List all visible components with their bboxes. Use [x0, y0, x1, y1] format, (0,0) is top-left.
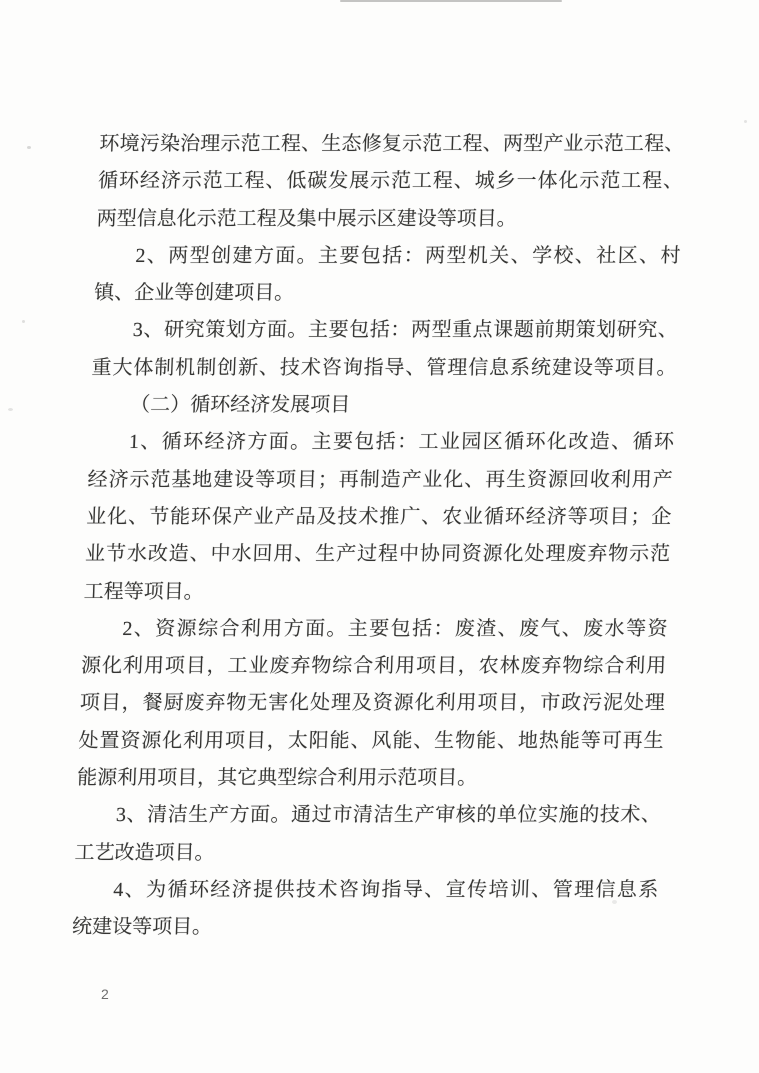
text-line: 两型信息化示范工程及集中展示区建设等项目。 — [96, 207, 518, 230]
text-line: 业化、节能环保产业产品及技术推广、农业循环经济等项目；企 — [85, 505, 672, 528]
text-line: 1、循环经济方面。主要包括：工业园区循环化改造、循环 — [128, 431, 675, 454]
text-line: 重大体制机制创新、技术咨询指导、管理信息系统建设等项目。 — [91, 356, 677, 379]
scan-artifact — [8, 408, 13, 411]
text-line: 2、资源综合利用方面。主要包括：废渣、废气、废水等资 — [122, 617, 668, 640]
text-line: 工艺改造项目。 — [74, 841, 216, 864]
text-line: 镇、企业等创建项目。 — [93, 282, 295, 305]
scan-artifact — [744, 120, 747, 123]
text-line: 项目，餐厨废弃物无害化处理及资源化利用项目，市政污泥处理 — [79, 692, 666, 715]
text-line: 经济示范基地建设等项目；再制造产业化、再生资源回收利用产 — [87, 468, 674, 491]
text-line: 3、清洁生产方面。通过市清洁生产审核的单位实施的技术、 — [115, 804, 662, 827]
text-line: 4、为循环经济提供技术咨询指导、宣传培训、管理信息系 — [112, 878, 659, 901]
text-line: 能源利用项目，其它典型综合利用示范项目。 — [76, 767, 478, 790]
text-line: 环境污染治理示范工程、生态修复示范工程、两型产业示范工程、 — [98, 133, 685, 155]
text-line: 业节水改造、中水回用、生产过程中协同资源化处理废弃物示范 — [84, 543, 671, 566]
document-body-text — [71, 126, 685, 947]
text-line: 统建设等项目。 — [71, 916, 213, 939]
text-line: 2、两型创建方面。主要包括：两型机关、学校、社区、村 — [135, 244, 681, 267]
text-line: 3、研究策划方面。主要包括：两型重点课题前期策划研究、 — [132, 319, 679, 342]
text-line: 循环经济示范工程、低碳发展示范工程、城乡一体化示范工程、 — [97, 170, 684, 193]
page-number: 2 — [101, 986, 109, 1002]
text-line: 源化利用项目，工业废弃物综合利用项目，农林废弃物综合利用 — [80, 655, 667, 678]
scan-artifact — [22, 320, 25, 323]
scan-artifact — [27, 146, 31, 149]
text-line: 处置资源化利用项目，太阳能、风能、生物能、地热能等可再生 — [78, 729, 664, 752]
text-line: （二）循环经济发展项目 — [129, 394, 351, 417]
text-line: 工程等项目。 — [83, 580, 205, 603]
scan-artifact — [340, 0, 562, 2]
